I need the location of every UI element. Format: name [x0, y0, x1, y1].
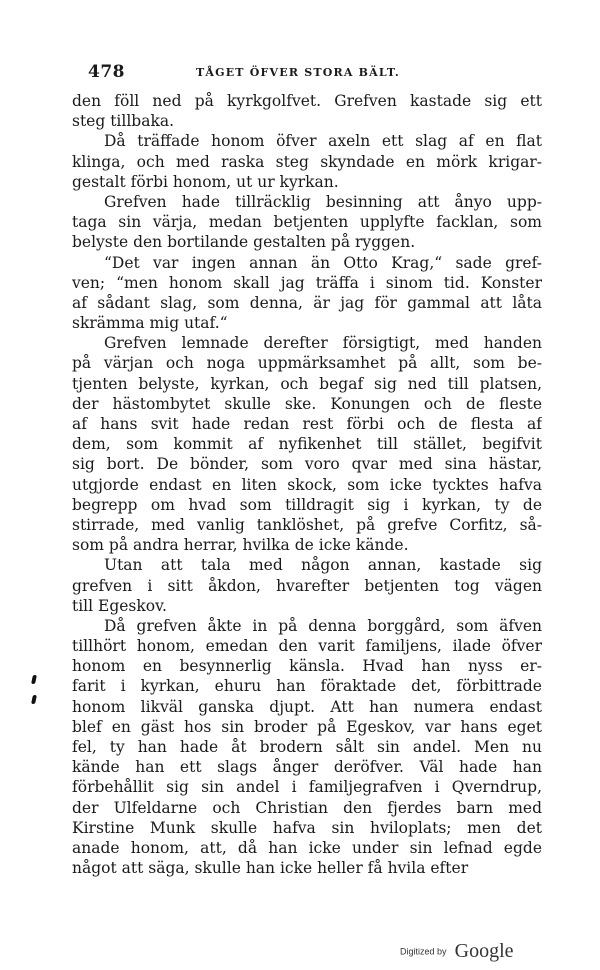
text-line: något att säga, skulle han icke heller få hvila efter — [72, 859, 469, 878]
text-line: af sådant slag, som denna, är jag för gammal att låta — [72, 293, 542, 312]
text-line: anade honom, att, då han icke under sin lefnad egde — [72, 838, 542, 857]
margin-mark — [31, 675, 37, 684]
text-line: farit i kyrkan, ehuru han föraktade det, förbittrade — [72, 677, 542, 696]
text-line: sig bort. De bönder, som voro qvar med sina hästar, — [72, 455, 542, 474]
text-line: belyste den bortilande gestalten på ryggen. — [72, 233, 416, 252]
text-line: af hans svit hade redan rest förbi och de flesta af — [72, 415, 542, 433]
text-line: der hästombytet skulle ske. Konungen och de fleste — [72, 394, 542, 413]
text-line: honom en besynnerlig känsla. Hvad han nyss er- — [72, 657, 542, 676]
text-line: stirrade, med vanlig tanklöshet, på grefve Corfitz, så- — [72, 515, 542, 534]
text-line: Kirstine Munk skulle hafva sin hviloplats; men det — [72, 818, 542, 837]
watermark-small-text: Digitized by — [400, 946, 447, 957]
text-line: tillhört honom, emedan den varit familjens, ilade öfver — [72, 637, 542, 656]
text-line: steg tillbaka. — [72, 112, 175, 131]
text-line: utgjorde endast en liten skock, som icke tycktes hafva — [72, 475, 542, 494]
text-line: Då träffade honom öfver axeln ett slag af en flat — [104, 132, 542, 151]
text-line: kände han ett slags ånger deröfver. Väl hade han — [72, 758, 542, 777]
text-line: Grefven hade tillräcklig besinning att ånyo upp- — [104, 192, 542, 211]
text-line: tjenten belyste, kyrkan, och begaf sig ned till platsen, — [72, 374, 542, 393]
page-header — [88, 62, 548, 84]
text-line: Då grefven åkte in på denna borggård, som äfven — [104, 616, 542, 635]
digitized-watermark — [400, 940, 514, 963]
watermark-logo-text: Google — [454, 940, 514, 962]
text-line: taga sin värja, medan betjenten upplyfte facklan, som — [72, 213, 542, 232]
text-line: Utan att tala med någon annan, kastade sig — [104, 556, 542, 575]
text-line: som på andra herrar, hvilka de icke kände. — [72, 536, 409, 555]
text-line: fel, ty han hade åt brodern sålt sin andel. Men nu — [72, 738, 542, 756]
text-line: blef en gäst hos sin broder på Egeskov, var hans eget — [72, 717, 542, 736]
text-line: dem, som kommit af nyfikenhet till stället, begifvit — [72, 435, 542, 454]
text-line: skrämma mig utaf.“ — [72, 314, 228, 333]
text-line: på värjan och noga uppmärksamhet på allt, som be- — [72, 354, 542, 373]
text-line: der Ulfeldarne och Christian den fjerdes barn med — [72, 798, 542, 817]
body-text — [72, 91, 542, 878]
text-line: begrepp om hvad som tilldragit sig i kyrkan, ty de — [72, 495, 542, 514]
text-line: klinga, och med raska steg skyndade en mörk krigar- — [72, 152, 542, 171]
margin-marks — [30, 675, 40, 715]
text-line: “Det var ingen annan än Otto Krag,“ sade gref- — [104, 253, 542, 272]
text-line: gestalt förbi honom, ut ur kyrkan. — [72, 172, 339, 191]
text-line: den föll ned på kyrkgolfvet. Grefven kastade sig ett — [72, 92, 542, 110]
text-line: grefven i sitt åkdon, hvarefter betjenten tog vägen — [72, 576, 542, 595]
text-line: till Egeskov. — [72, 596, 167, 615]
text-line: ven; “men honom skall jag träffa i sinom tid. Konster — [72, 273, 542, 292]
text-line: Grefven lemnade derefter försigtigt, med handen — [104, 334, 542, 353]
page-number: 478 — [88, 62, 125, 82]
text-line: honom likväl ganska djupt. Att han numera endast — [72, 697, 542, 716]
text-line: förbehållit sig sin andel i familjegrafven i Qverndrup, — [72, 778, 542, 797]
margin-mark — [31, 695, 37, 704]
running-head: TÅGET ÖFVER STORA BÄLT. — [196, 66, 400, 79]
